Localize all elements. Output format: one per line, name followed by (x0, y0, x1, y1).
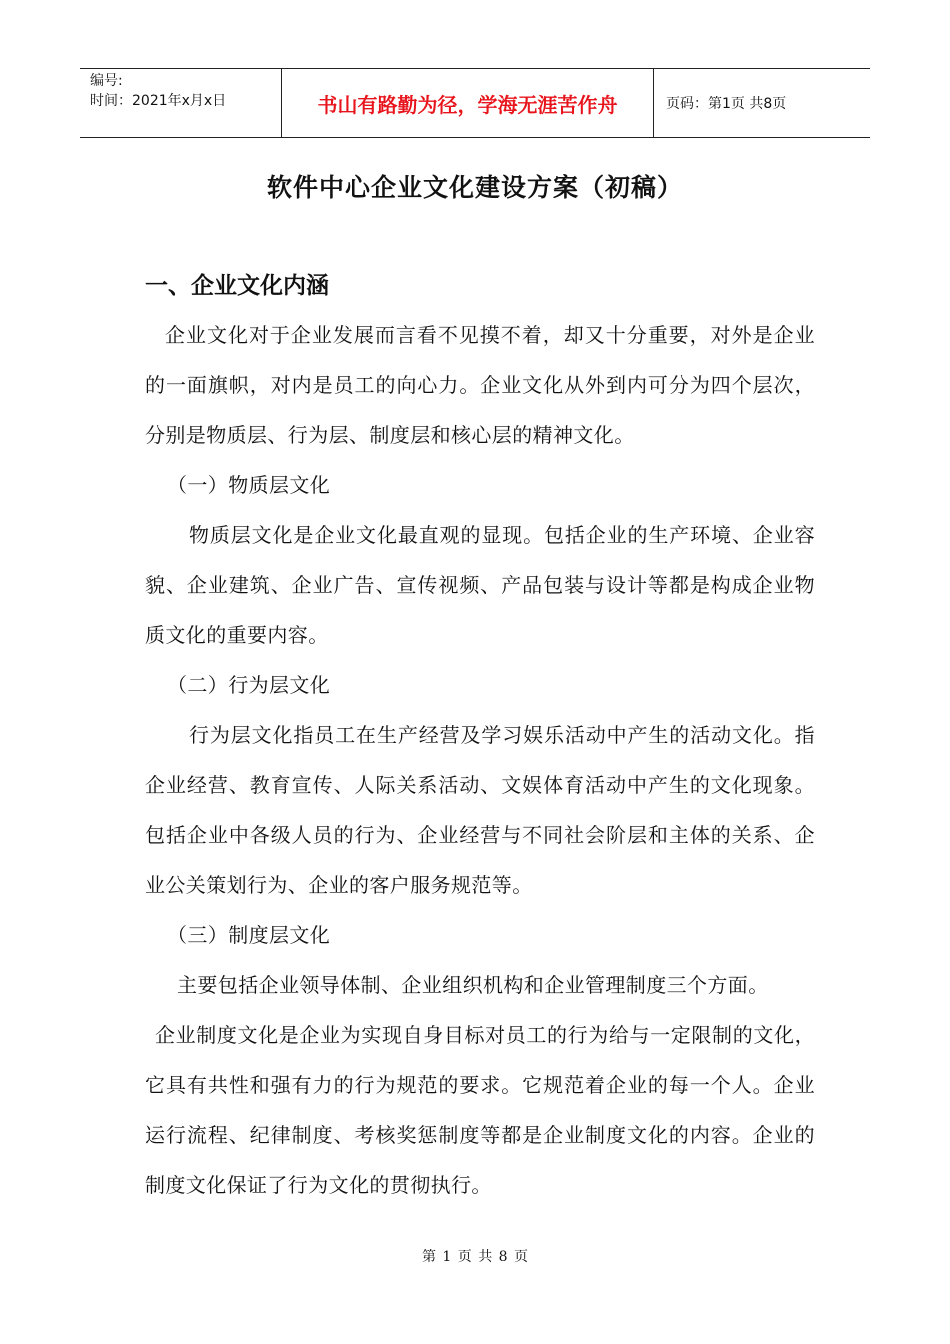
document-date: 时间：2021年x月x日 (90, 93, 227, 109)
subsection-title-behavior: （二）行为层文化 (167, 673, 331, 697)
page-info: 页码：第1页 共8页 (666, 96, 787, 112)
header-meta-cell (80, 69, 282, 137)
system-paragraph-1: 主要包括企业领导体制、企业组织机构和企业管理制度三个方面。 (177, 973, 769, 997)
document-number-label: 编号: (90, 73, 123, 89)
section-heading: 一、企业文化内涵 (145, 273, 329, 299)
system-paragraph-2: 企业制度文化是企业为实现自身目标对员工的行为给与一定限制的文化，它具有共性和强有力的行为规范的要求。它规范着企业的每一个人。企业运行流程、纪律制度、考核奖惩制度等都是企业制度文化的内容。企业的制度文化保证了行为文化的贯彻执行。 (145, 1023, 815, 1197)
subsection-title-system: （三）制度层文化 (167, 923, 331, 947)
behavior-paragraph: 行为层文化指员工在生产经营及学习娱乐活动中产生的活动文化。指企业经营、教育宣传、人际关系活动、文娱体育活动中产生的文化现象。包括企业中各级人员的行为、企业经营与不同社会阶层和主体的关系、企业公关策划行为、企业的客户服务规范等。 (145, 723, 815, 897)
document-body (145, 262, 815, 1210)
page-footer: 第 1 页 共 8 页 (421, 1249, 529, 1265)
document-title: 软件中心企业文化建设方案（初稿） (266, 173, 683, 202)
material-paragraph: 物质层文化是企业文化最直观的显现。包括企业的生产环境、企业容貌、企业建筑、企业广告、宣传视频、产品包装与设计等都是构成企业物质文化的重要内容。 (145, 523, 815, 647)
intro-paragraph: 企业文化对于企业发展而言看不见摸不着，却又十分重要，对外是企业的一面旗帜，对内是员工的向心力。企业文化从外到内可分为四个层次，分别是物质层、行为层、制度层和核心层的精神文化。 (145, 323, 815, 447)
header-page-cell (654, 69, 870, 137)
subsection-title-material: （一）物质层文化 (167, 473, 331, 497)
header-table (80, 68, 870, 138)
header-motto-cell (282, 69, 654, 137)
motto-text: 书山有路勤为径，学海无涯苦作舟 (317, 92, 618, 117)
